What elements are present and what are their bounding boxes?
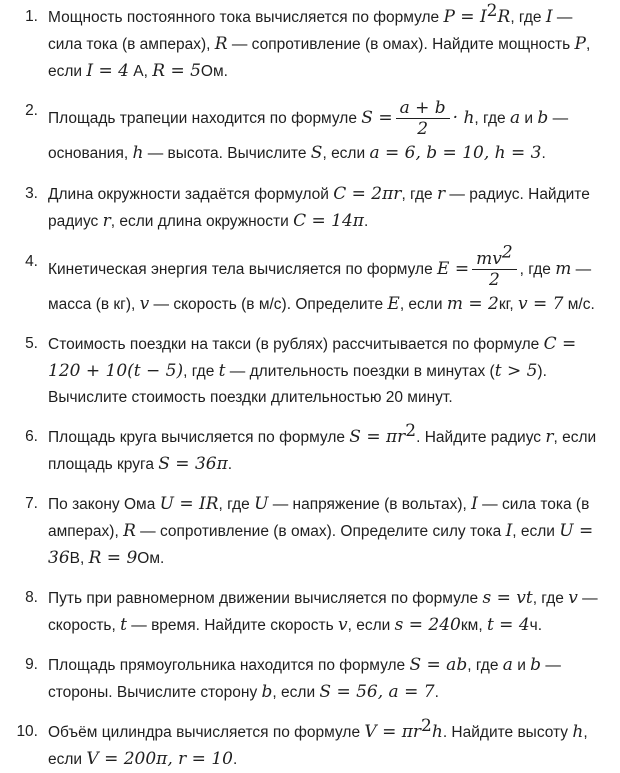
problem-number: 1. [25, 8, 38, 25]
problem-number: 3. [25, 184, 38, 202]
problem-number: 5. [25, 334, 38, 352]
problem-number: 2. [25, 102, 38, 119]
fraction: $\frac{a + b}{2}$ [396, 98, 450, 140]
problem-2 [12, 98, 608, 167]
problem-3 [12, 181, 608, 235]
problem-text: Площадь трапеции находится по формуле S = $\frac{a + b}{2}$ · h, где a и b — основания, h — высота. Вычислите S, если a = 6, b = 10, h = 3. [48, 98, 569, 163]
problem-number: 6. [25, 427, 38, 445]
problem-5 [12, 331, 608, 411]
problem-text: Мощность постоянного тока вычисляется по формуле $P = I^2R$, где I — сила тока (в амперах), R — сопротивление (в омах). Найдите мощность P, если I = 4 А, R = 5Ом. [48, 0, 591, 81]
fraction: $\frac{mv^2}{2}$ [472, 249, 517, 291]
problem-text: Путь при равномерном движении вычисляется по формуле s = vt, где v — скорость, t — время. Найдите скорость v, если s = 240км, t = 4ч. [48, 587, 598, 635]
problem-number: 4. [25, 252, 38, 270]
problem-number: 9. [25, 655, 38, 673]
problem-number: 7. [25, 494, 38, 512]
problem-number: 10. [16, 722, 38, 740]
problem-7 [12, 491, 608, 572]
problem-number: 8. [25, 588, 38, 606]
problem-4 [12, 242, 608, 318]
problem-9 [12, 652, 608, 706]
problem-6 [12, 420, 608, 478]
problem-list [12, 0, 608, 773]
problem-text: Площадь прямоугольника находится по формуле S = ab, где a и b — стороны. Вычислите сторону b, если S = 56, a = 7. [48, 654, 561, 702]
problem-text: Длина окружности задаётся формулой C = 2πr, где r — радиус. Найдите радиус r, если длина окружности C = 14π. [48, 183, 590, 231]
problem-text: Площадь круга вычисляется по формуле $S = \pi r^2$. Найдите радиус r, если площадь круга S = 36π. [48, 420, 597, 474]
problem-text: Кинетическая энергия тела вычисляется по формуле E = $\frac{mv^2}{2}$ , где m — масса (в кг), v — скорость (в м/с). Определите E, если m = 2кг, v = 7 м/с. [48, 242, 595, 314]
problem-10 [12, 715, 608, 773]
problem-1 [12, 0, 608, 85]
problem-text: Стоимость поездки на такси (в рублях) рассчитывается по формуле C = 120 + 10(t − 5), где t — длительность поездки в минутах (t > 5). Вычислите стоимость поездки длительностью 20 минут. [48, 333, 577, 406]
problem-8 [12, 585, 608, 639]
problem-text: Объём цилиндра вычисляется по формуле $V = \pi r^2h$. Найдите высоту h, если V = 200π, r = 10. [48, 715, 588, 769]
problem-text: По закону Ома U = IR, где U — напряжение (в вольтах), I — сила тока (в амперах), R — сопротивление (в омах). Определите силу тока I, если U = 36В, R = 9Ом. [48, 493, 594, 568]
